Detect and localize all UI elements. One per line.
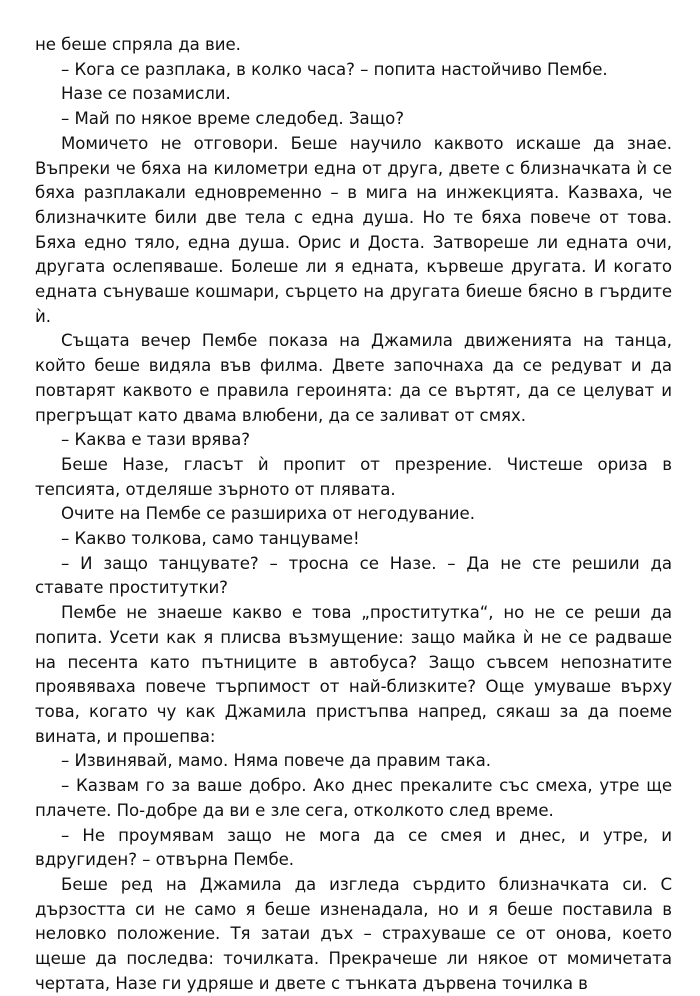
paragraph-15: – Не проумявам защо не мога да се смея и днес, и утре, и вдругиден? – отвърна Пембе. bbox=[35, 825, 672, 870]
paragraph-3: Назе се позамисли. bbox=[61, 84, 231, 104]
paragraph-1: не беше спряла да вие. bbox=[35, 35, 241, 54]
paragraph-4: – Май по някое време следобед. Защо? bbox=[61, 109, 405, 129]
paragraph-5: Момичето не отговори. Беше научило каквото искаше да знае. Въпреки че бяха на километри една от друга, двете с близначката ѝ се бяха разплакали едновременно – в мига на инжекцията. Казваха, че близначките били две тела с една душа. Но те бяха повече от това. Бяха едно тяло, една душа. Орис и Доста. Затвореше ли едната очи, другата ослепяваше. Болеше ли я едната, кървеше другата. И когато едната сънуваше кошмари, сърцето на другата биеше бясно в гърдите ѝ. bbox=[35, 133, 672, 326]
paragraph-7: – Каква е тази врява? bbox=[61, 430, 250, 450]
paragraph-2: – Кога се разплака, в колко часа? – попита настойчиво Пембе. bbox=[61, 59, 608, 79]
paragraph-9: Очите на Пембе се разшириха от негодувание. bbox=[61, 504, 475, 524]
paragraph-11: – И защо танцувате? – тросна се Назе. – Да не сте решили да ставате проститутки? bbox=[35, 553, 672, 598]
paragraph-14: – Казвам го за ваше добро. Ако днес прекалите със смеха, утре ще плачете. По-добре да ви е зле сега, отколкото след време. bbox=[35, 776, 672, 820]
paragraph-8: Беше Назе, гласът ѝ пропит от презрение. Чистеше ориза в тепсията, отделяше зърното от плявата. bbox=[35, 454, 672, 499]
paragraph-12: Пембе не знаеше какво е това „проститутка“, но не се реши да попита. Усети как я плисва възмущение: защо майка ѝ не се радваше на песента като пътниците в автобуса? Защо съвсем непознатите проявяваха повече търпимост от най-близките? Още умуваше върху това, когато чу как Джамила пристъпва напред, сякаш за да поеме вината, и прошепва: bbox=[35, 603, 672, 746]
paragraph-13: – Извинявай, мамо. Няма повече да правим така. bbox=[61, 751, 491, 771]
paragraph-6: Същата вечер Пембе показа на Джамила движенията на танца, който беше видяла във филма. Двете започнаха да се редуват и да повтарят каквото е правила героинята: да се въртят, да се целуват и прегръщат като двама влюбени, да се заливат от смях. bbox=[35, 331, 672, 425]
paragraph-16: Беше ред на Джамила да изгледа сърдито близначката си. С дързостта си не само я беше изненадала, но и я беше поставила в неловко положение. Тя затаи дъх – страхуваше се от онова, което щеше да последва: точилката. Прекрачеше ли някое от момичетата чертата, Назе ги удряше и двете с тънката дървена точилка в bbox=[35, 874, 672, 993]
paragraph-10: – Какво толкова, само танцуваме! bbox=[61, 529, 360, 549]
